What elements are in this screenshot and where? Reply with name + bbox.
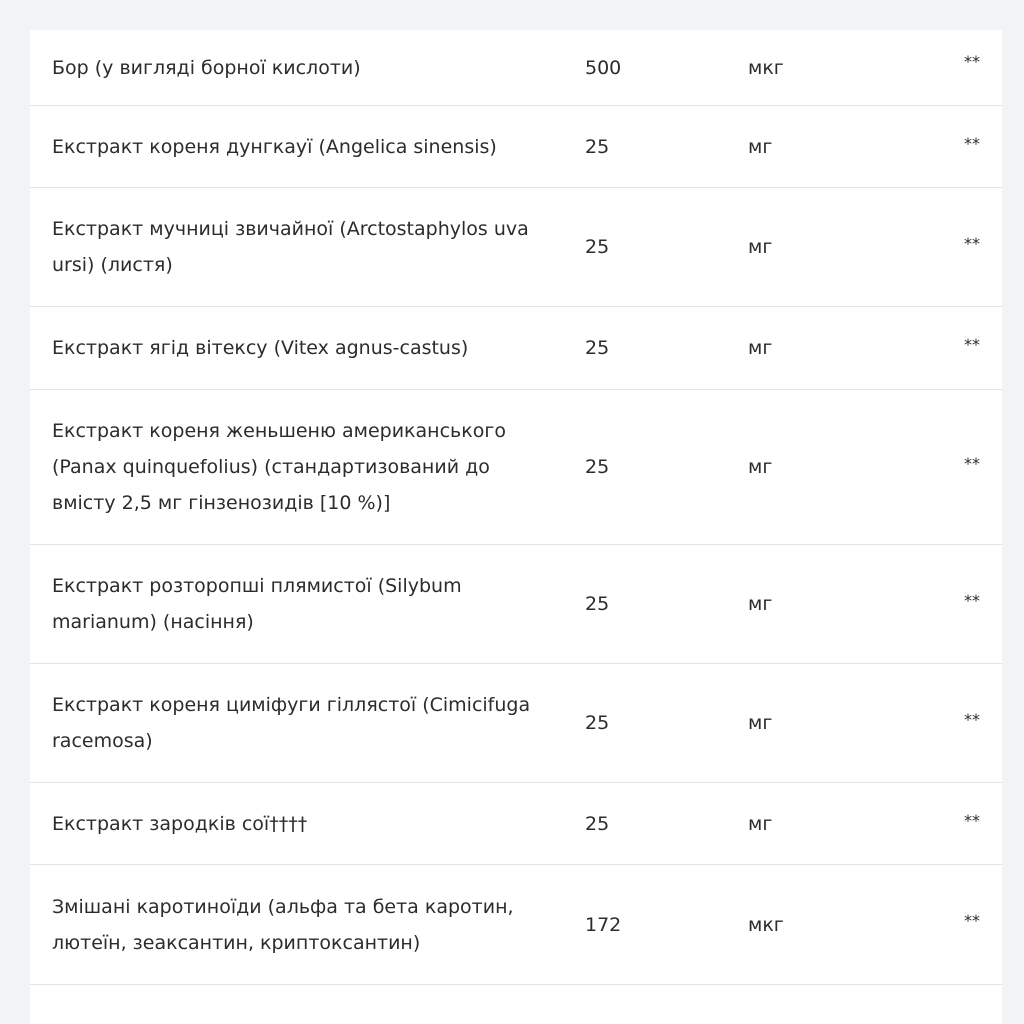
ingredient-name: Екстракт розторопші плямистої (Silybum marianum) (насіння) <box>52 575 462 633</box>
daily-value-note: ** <box>964 591 980 610</box>
table-row <box>30 30 1002 106</box>
ingredient-unit: мг <box>748 135 773 158</box>
ingredient-unit: мг <box>748 236 773 258</box>
ingredient-name: Екстракт ягід вітексу (Vitex agnus-castus) <box>52 337 469 359</box>
nutrient-table <box>30 30 1002 1024</box>
ingredient-amount: 25 <box>585 812 610 835</box>
table-row <box>30 545 1002 664</box>
ingredient-name: Екстракт кореня циміфуги гіллястої (Cimicifuga racemosa) <box>52 694 531 752</box>
daily-value-note: ** <box>964 811 980 830</box>
daily-value-note: ** <box>964 911 980 930</box>
ingredient-name: Екстракт кореня дунгкауї (Angelica sinensis) <box>52 135 497 158</box>
ingredient-name: Екстракт кореня женьшеню американського (Panax quinquefolius) (стандартизований до вмісту 2,5 мг гінзенозидів [10 %)] <box>52 420 506 514</box>
ingredient-name: Екстракт зародків сої†††† <box>52 812 308 835</box>
table-row <box>30 390 1002 545</box>
ingredient-name: Бор (у вигляді борної кислоти) <box>52 56 361 79</box>
ingredient-unit: мг <box>748 456 773 478</box>
ingredient-amount: 500 <box>585 56 622 79</box>
ingredient-unit: мкг <box>748 913 784 936</box>
ingredient-name: Змішані каротиноїди (альфа та бета каротин, лютеїн, зеаксантин, криптоксантин) <box>52 895 514 954</box>
table-row <box>30 783 1002 865</box>
ingredient-unit: мг <box>748 812 773 835</box>
ingredient-amount: 25 <box>585 456 610 478</box>
daily-value-note: ** <box>964 52 980 71</box>
ingredient-amount: 172 <box>585 913 622 936</box>
daily-value-note: ** <box>964 335 980 354</box>
table-row <box>30 106 1002 188</box>
ingredient-unit: мг <box>748 712 773 734</box>
table-row <box>30 865 1002 985</box>
daily-value-note: ** <box>964 134 980 153</box>
ingredient-amount: 25 <box>585 712 610 734</box>
table-row <box>30 188 1002 307</box>
ingredient-amount: 25 <box>585 593 610 615</box>
ingredient-amount: 25 <box>585 337 610 359</box>
ingredient-unit: мкг <box>748 56 784 79</box>
ingredient-name: Екстракт мучниці звичайної (Arctostaphylos uva ursi) (листя) <box>52 218 529 276</box>
ingredient-amount: 25 <box>585 236 610 258</box>
ingredient-unit: мг <box>748 337 773 359</box>
daily-value-note: ** <box>964 234 980 253</box>
ingredient-amount: 25 <box>585 135 610 158</box>
daily-value-note: ** <box>964 710 980 729</box>
daily-value-note: ** <box>964 454 980 473</box>
table-row <box>30 664 1002 783</box>
ingredient-unit: мг <box>748 593 773 615</box>
table-row <box>30 307 1002 390</box>
